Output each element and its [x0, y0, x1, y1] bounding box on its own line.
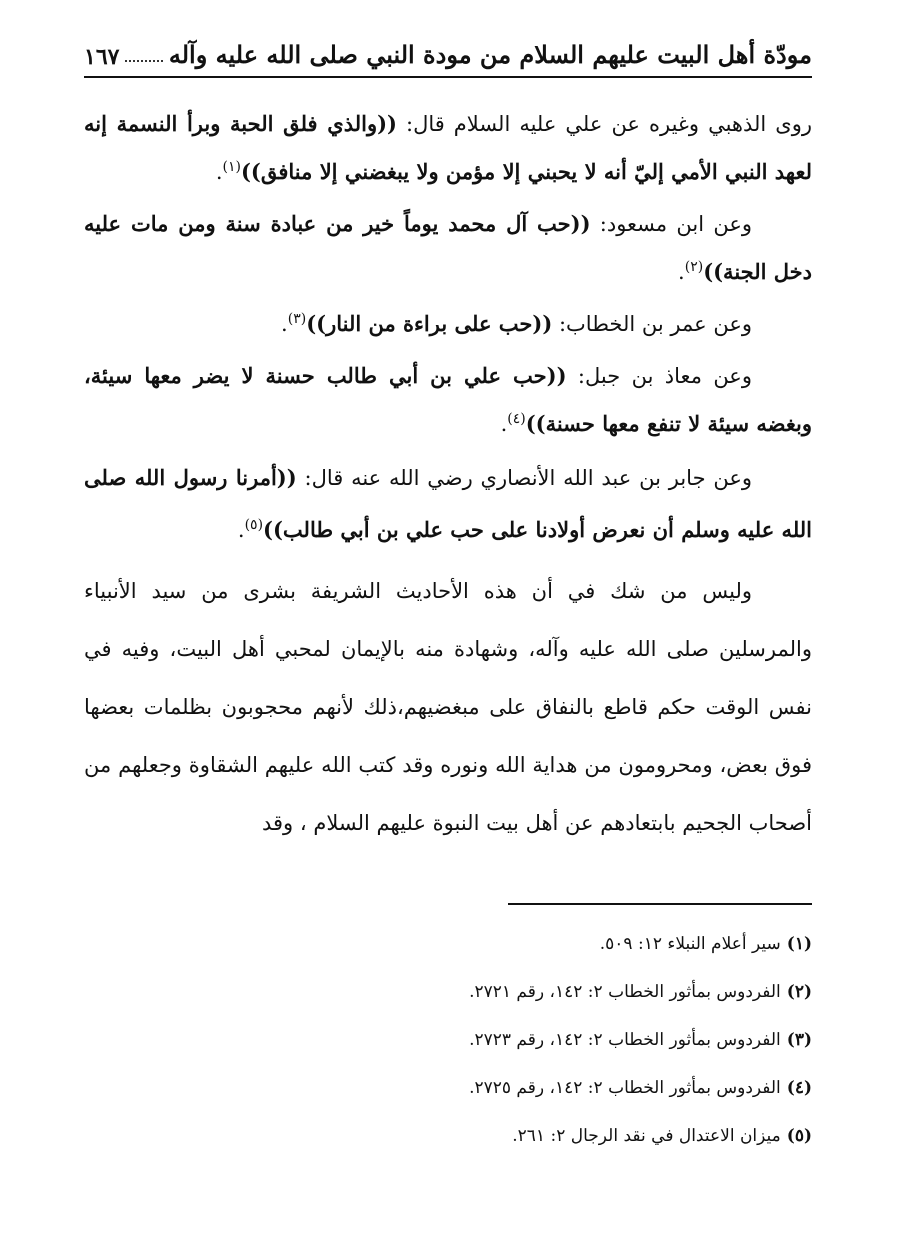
- footnote-reference: (١): [222, 159, 241, 175]
- footnote-separator: [508, 903, 812, 905]
- footnote-reference: (٤): [507, 411, 526, 427]
- footnote-text: الفردوس بمأثور الخطاب ٢: ١٤٢، رقم ٢٧٢١.: [469, 982, 781, 1002]
- hadith-quote: ((والذي فلق الحبة وبرأ النسمة إنه لعهد النبي الأمي إليّ أنه لا يحبني إلا مؤمن ولا يبغضني إلا منافق)): [84, 111, 812, 184]
- header-dot-leader: [125, 60, 162, 62]
- footnotes: [84, 926, 812, 1166]
- footnote: [84, 1118, 812, 1166]
- footnote-text: سير أعلام النبلاء ١٢: ٥٠٩.: [599, 934, 781, 954]
- sentence-end: .: [678, 260, 685, 284]
- sentence-end: .: [500, 412, 508, 436]
- footnote-number: (٤): [786, 1078, 812, 1098]
- footnote-number: (٥): [786, 1126, 812, 1146]
- hadith-quote: ((حب على براءة من النار)): [306, 311, 553, 336]
- running-title: مودّة أهل البيت عليهم السلام من مودة النبي صلى الله عليه وآله: [168, 40, 812, 70]
- footnote-text: الفردوس بمأثور الخطاب ٢: ١٤٢، رقم ٢٧٢٣.: [469, 1030, 781, 1050]
- footnote-number: (٣): [786, 1030, 812, 1050]
- hadith-paragraph: [84, 452, 812, 556]
- hadith-intro: روى الذهبي وغيره عن علي عليه السلام قال:: [396, 112, 812, 136]
- footnote: [84, 974, 812, 1022]
- hadith-quote: ((أمرنا رسول الله صلى الله عليه وسلم أن نعرض أولادنا على حب علي بن أبي طالب)): [84, 465, 812, 542]
- commentary-paragraph: وليس من شك في أن هذه الأحاديث الشريفة بشرى من سيد الأنبياء والمرسلين صلى الله عليه وآله، وشهادة منه بالإيمان لمحبي أهل البيت، وفيه في نفس الوقت حكم قاطع بالنفاق على مبغضيهم،ذلك لأنهم محجوبون بظلمات بعضها فوق بعض، ومحرومون من هداية الله ونوره وقد كتب الله عليهم الشقاوة وجعلهم من أصحاب الجحيم بابتعادهم عن أهل بيت النبوة عليهم السلام ، وقد: [84, 579, 812, 835]
- sentence-end: .: [281, 312, 288, 336]
- footnote-reference: (٥): [244, 517, 264, 533]
- hadith-paragraph: [84, 352, 812, 448]
- footnote-number: (٢): [786, 982, 812, 1002]
- hadith-intro: وعن معاذ بن جبل:: [566, 364, 752, 388]
- footnote-reference: (٣): [287, 311, 307, 327]
- footnote: [84, 926, 812, 974]
- hadith-intro: وعن جابر بن عبد الله الأنصاري رضي الله عنه قال:: [296, 466, 753, 490]
- page-number: ١٦٧: [84, 43, 120, 70]
- hadith-intro: وعن ابن مسعود:: [590, 212, 752, 236]
- footnote: [84, 1070, 812, 1118]
- footnote: [84, 1022, 812, 1070]
- hadith-paragraph: [84, 100, 812, 196]
- hadith-quote: ((حب آل محمد يوماً خير من عبادة سنة ومن مات عليه دخل الجنة)): [84, 211, 812, 284]
- sentence-end: .: [215, 160, 223, 184]
- footnote-text: ميزان الاعتدال في نقد الرجال ٢: ٢٦١.: [512, 1126, 781, 1146]
- header-rule: [84, 76, 812, 78]
- footnote-reference: (٢): [684, 259, 704, 275]
- hadith-paragraph: [84, 200, 812, 296]
- hadith-paragraph: [84, 300, 812, 348]
- hadith-quote: ((حب علي بن أبي طالب حسنة لا يضر معها سيئة، وبغضه سيئة لا تنفع معها حسنة)): [84, 363, 812, 436]
- sentence-end: .: [237, 518, 245, 542]
- footnote-text: الفردوس بمأثور الخطاب ٢: ١٤٢، رقم ٢٧٢٥.: [469, 1078, 781, 1098]
- running-header: [84, 30, 812, 70]
- hadith-intro: وعن عمر بن الخطاب:: [552, 312, 752, 336]
- footnote-number: (١): [786, 934, 812, 954]
- body-text: [84, 100, 812, 852]
